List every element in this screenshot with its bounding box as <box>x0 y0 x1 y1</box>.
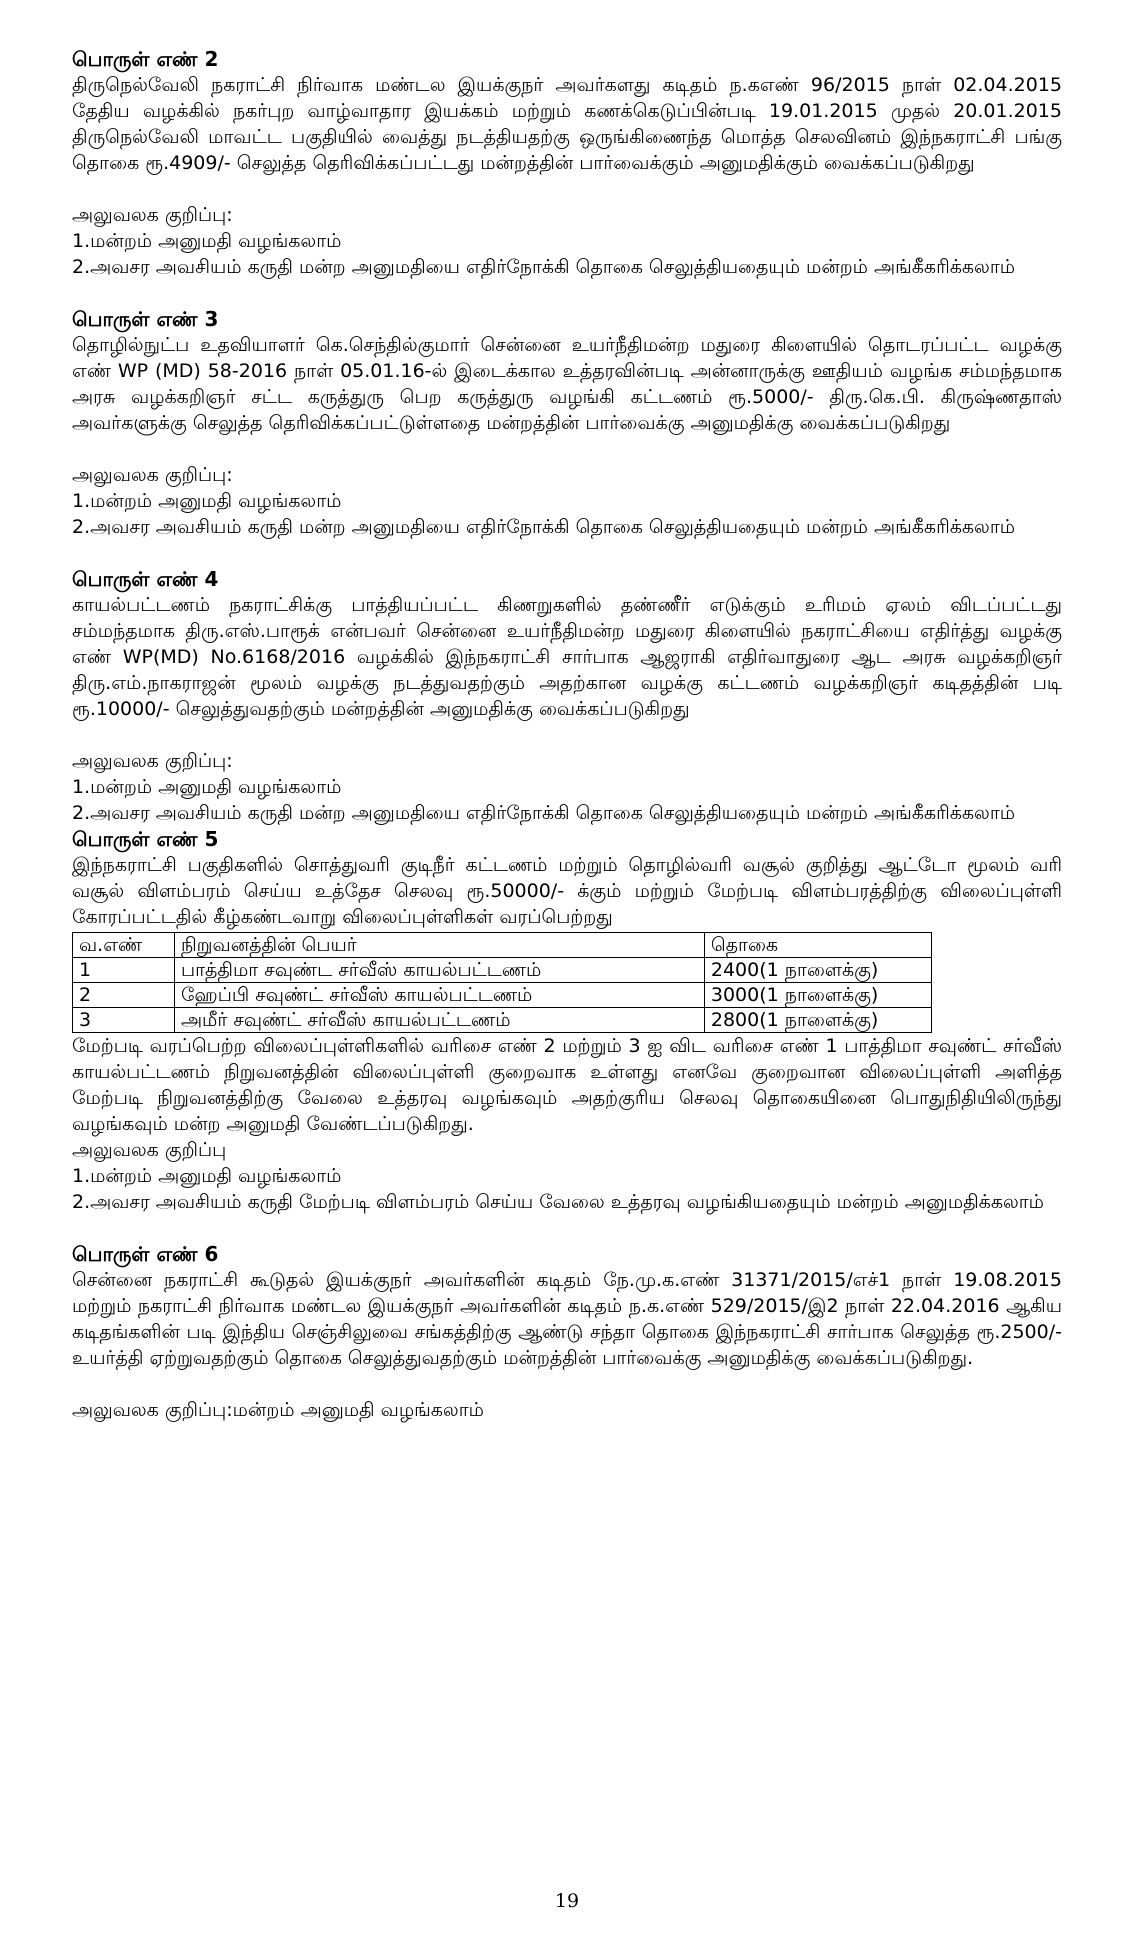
table-cell: 3 <box>73 1008 175 1033</box>
section-body: காயல்பட்டணம் நகராட்சிக்கு பாத்தியப்பட்ட கிணறுகளில் தண்ணீர் எடுக்கும் உரிமம் ஏலம் விடப்பட்டது சம்மந்தமாக திரு.எஸ்.பாரூக் என்பவர் சென்னை உயர்நீதிமன்ற மதுரை கிளையில் நகராட்சியை எதிர்த்து வழக்கு எண் WP(MD) No.6168/2016 வழக்கில் இந்நகராட்சி சார்பாக ஆஜராகி எதிர்வாதுரை ஆட அரசு வழக்கறிஞர் திரு.எம்.நாகராஜன் மூலம் வழக்கு நடத்துவதற்கும் அதற்கான வழக்கு கட்டணம் வழக்கறிஞர் கடிதத்தின் படி ரூ.10000/- செலுத்துவதற்கும் மன்றத்தின் அனுமதிக்கு வைக்கப்படுகிறது <box>72 594 1062 720</box>
office-note-item: 1.மன்றம் அனுமதி வழங்கலாம் <box>72 1165 342 1187</box>
section-heading: பொருள் எண் 6 <box>72 1242 219 1266</box>
table-cell: பாத்திமா சவுண்ட சர்வீஸ் காயல்பட்டணம் <box>174 958 704 983</box>
table-row <box>73 983 932 1008</box>
office-note-item: 2.அவசர அவசியம் கருதி மன்ற அனுமதியை எதிர்நோக்கி தொகை செலுத்தியதையும் மன்றம் அங்கீகரிக்கலாம் <box>72 256 1016 278</box>
table-cell: அமீர் சவுண்ட் சர்வீஸ் காயல்பட்டணம் <box>174 1008 704 1033</box>
table-cell: ஹேப்பி சவுண்ட் சர்வீஸ் காயல்பட்டணம் <box>174 983 704 1008</box>
office-note-title: அலுவலக குறிப்பு: <box>72 464 233 486</box>
office-note-item: 2.அவசர அவசியம் கருதி மன்ற அனுமதியை எதிர்நோக்கி தொகை செலுத்தியதையும் மன்றம் அங்கீகரிக்கலாம் <box>72 516 1016 538</box>
table-cell: 3000(1 நாளைக்கு) <box>704 983 931 1008</box>
office-note-title: அலுவலக குறிப்பு: <box>72 204 233 226</box>
office-note-title: அலுவலக குறிப்பு <box>72 1139 227 1161</box>
office-note-item: 1.மன்றம் அனுமதி வழங்கலாம் <box>72 490 342 512</box>
table-cell: 2 <box>73 983 175 1008</box>
table-header-cell: நிறுவனத்தின் பெயர் <box>174 933 704 958</box>
office-note-item: 1.மன்றம் அனுமதி வழங்கலாம் <box>72 776 342 798</box>
section-body: சென்னை நகராட்சி கூடுதல் இயக்குநர் அவர்களின் கடிதம் நே.மு.க.எண் 31371/2015/எச்1 நாள் 19.08.2015 மற்றும் நகராட்சி நிர்வாக மண்டல இயக்குநர் அவர்களின் கடிதம் ந.க.எண் 529/2015/இ2 நாள் 22.04.2016 ஆகிய கடிதங்களின் படி இந்திய செஞ்சிலுவை சங்கத்திற்கு ஆண்டு சந்தா தொகை இந்நகராட்சி சார்பாக செலுத்த ரூ.2500/- உயர்த்தி ஏற்றுவதற்கும் தொகை செலுத்துவதற்கும் மன்றத்தின் பார்வைக்கு அனுமதிக்கு வைக்கப்படுகிறது. <box>72 1269 1062 1369</box>
section-heading: பொருள் எண் 3 <box>72 307 219 331</box>
table-cell: 2800(1 நாளைக்கு) <box>704 1008 931 1033</box>
section-heading: பொருள் எண் 5 <box>72 827 219 851</box>
section-body: இந்நகராட்சி பகுதிகளில் சொத்துவரி குடிநீர் கட்டணம் மற்றும் தொழில்வரி வசூல் குறித்து ஆட்டோ மூலம் வரி வசூல் விளம்பரம் செய்ய உத்தேச செலவு ரூ.50000/- க்கும் மற்றும் மேற்படி விளம்பரத்திற்கு விலைப்புள்ளி கோரப்பட்டதில் கீழ்கண்டவாறு விலைப்புள்ளிகள் வரப்பெற்றது <box>72 854 1062 928</box>
page-number: 19 <box>554 1890 580 1912</box>
office-note-item: 2.அவசர அவசியம் கருதி மேற்படி விளம்பரம் செய்ய வேலை உத்தரவு வழங்கியதையும் மன்றம் அனுமதிக்கலாம் <box>72 1191 1044 1213</box>
quotation-table <box>72 932 932 1033</box>
table-header-row <box>73 933 932 958</box>
section-body: திருநெல்வேலி நகராட்சி நிர்வாக மண்டல இயக்குநர் அவர்களது கடிதம் ந.கஎண் 96/2015 நாள் 02.04.2015 தேதிய வழக்கில் நகர்புற வாழ்வாதார இயக்கம் மற்றும் கணக்கெடுப்பின்படி 19.01.2015 முதல் 20.01.2015 திருநெல்வேலி மாவட்ட பகுதியில் வைத்து நடத்தியதற்கு ஒருங்கிணைந்த மொத்த செலவினம் இந்நகராட்சி பங்கு தொகை ரூ.4909/- செலுத்த தெரிவிக்கப்பட்டது மன்றத்தின் பார்வைக்கும் அனுமதிக்கும் வைக்கப்படுகிறது <box>72 74 1062 174</box>
document-page <box>72 46 1062 1423</box>
table-cell: 2400(1 நாளைக்கு) <box>704 958 931 983</box>
table-header-cell: வ.எண் <box>73 933 175 958</box>
office-note-item: 2.அவசர அவசியம் கருதி மன்ற அனுமதியை எதிர்நோக்கி தொகை செலுத்தியதையும் மன்றம் அங்கீகரிக்கலாம் <box>72 802 1016 824</box>
section-heading: பொருள் எண் 4 <box>72 567 219 591</box>
section-heading: பொருள் எண் 2 <box>72 47 219 71</box>
office-note: அலுவலக குறிப்பு:மன்றம் அனுமதி வழங்கலாம் <box>72 1399 484 1421</box>
table-row <box>73 1008 932 1033</box>
table-row <box>73 958 932 983</box>
table-header-cell: தொகை <box>704 933 931 958</box>
office-note-item: 1.மன்றம் அனுமதி வழங்கலாம் <box>72 230 342 252</box>
office-note-title: அலுவலக குறிப்பு: <box>72 750 233 772</box>
section-body: தொழில்நுட்ப உதவியாளர் கெ.செந்தில்குமார் சென்னை உயர்நீதிமன்ற மதுரை கிளையில் தொடரப்பட்ட வழக்கு எண் WP (MD) 58-2016 நாள் 05.01.16-ல் இடைக்கால உத்தரவின்படி அன்னாருக்கு ஊதியம் வழங்க சம்மந்தமாக அரசு வழக்கறிஞர் சட்ட கருத்துரு பெற கருத்துரு வழங்கி கட்டணம் ரூ.5000/- திரு.கெ.பி. கிருஷ்ணதாஸ் அவர்களுக்கு செலுத்த தெரிவிக்கப்பட்டுள்ளதை மன்றத்தின் பார்வைக்கு அனுமதிக்கு வைக்கப்படுகிறது <box>72 334 1062 434</box>
section-body-continued: மேற்படி வரப்பெற்ற விலைப்புள்ளிகளில் வரிசை எண் 2 மற்றும் 3 ஐ விட வரிசை எண் 1 பாத்திமா சவுண்ட் சர்வீஸ் காயல்பட்டணம் நிறுவனத்தின் விலைப்புள்ளி குறைவாக உள்ளது எனவே குறைவான விலைப்புள்ளி அளித்த மேற்படி நிறுவனத்திற்கு வேலை உத்தரவு வழங்கவும் அதற்குரிய செலவு தொகையினை பொதுநிதியிலிருந்து வழங்கவும் மன்ற அனுமதி வேண்டப்படுகிறது. <box>72 1035 1062 1135</box>
table-cell: 1 <box>73 958 175 983</box>
